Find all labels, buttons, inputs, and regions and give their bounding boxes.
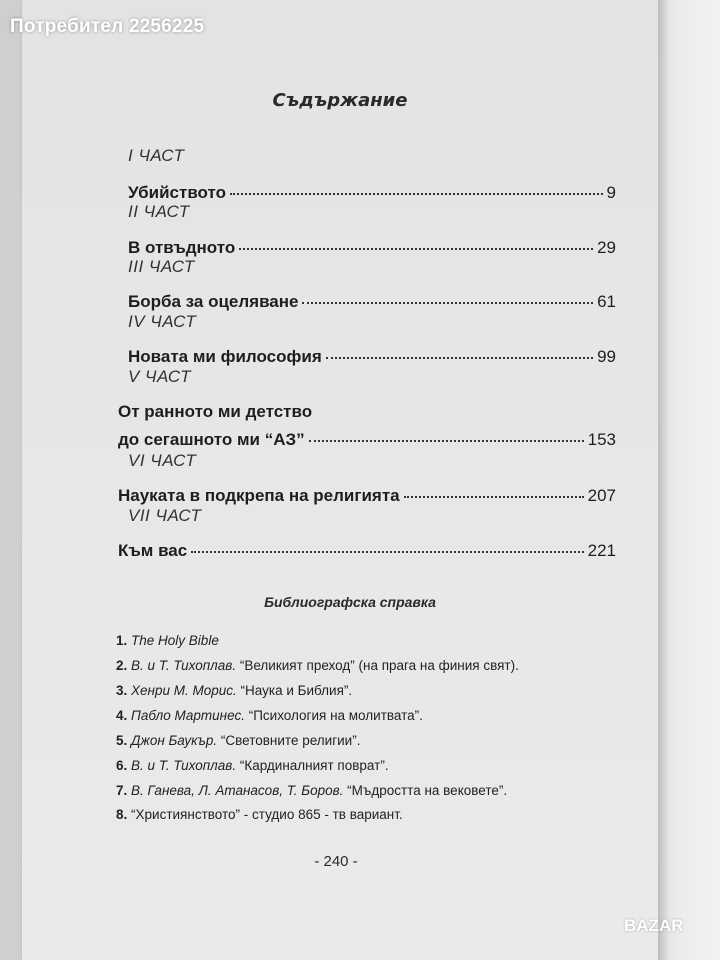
part-label: IV ЧАСТ	[128, 312, 197, 331]
item-author: Пабло Мартинес.	[131, 708, 245, 723]
chapter-page: 207	[587, 486, 616, 505]
item-number: 3.	[116, 683, 128, 698]
chapter-title-line1: От ранното ми детство	[118, 402, 313, 421]
bibliography-item	[116, 683, 352, 698]
leader-dots	[239, 248, 593, 250]
item-title: “Психология на молитвата”.	[244, 708, 423, 723]
leader-dots	[191, 551, 583, 553]
item-title: “Мъдростта на вековете”.	[343, 783, 508, 798]
chapter-page: 29	[597, 238, 616, 257]
item-number: 6.	[116, 758, 128, 773]
chapter-page: 9	[606, 183, 616, 202]
item-number: 7.	[116, 783, 128, 798]
item-author: В. Ганева, Л. Атанасов, Т. Боров.	[131, 783, 344, 798]
item-title: “Кардиналният поврат”.	[236, 758, 389, 773]
bibliography-title: Библиографска справка	[264, 594, 436, 610]
chapter-title: Новата ми философия	[128, 347, 322, 366]
item-author: The Holy Bible	[131, 633, 219, 648]
part-label: VII ЧАСТ	[128, 506, 202, 525]
chapter-title: Борба за оцеляване	[128, 292, 299, 311]
item-title: “Християнството” - студио 865 - тв вариант.	[131, 807, 403, 822]
item-number: 5.	[116, 733, 128, 748]
item-number: 8.	[116, 807, 128, 822]
chapter-page: 61	[597, 292, 616, 311]
chapter-title: Убийството	[128, 183, 227, 202]
chapter-page: 153	[587, 430, 616, 449]
item-title: “Наука и Библия”.	[236, 683, 353, 698]
part-label: III ЧАСТ	[128, 257, 195, 276]
user-label[interactable]: Потребител 2256225	[10, 16, 205, 37]
part-label: V ЧАСТ	[128, 367, 191, 386]
leader-dots	[326, 357, 593, 359]
page-number: - 240 -	[314, 853, 358, 870]
page-edge	[658, 0, 670, 960]
watermark-logo: BAZAR	[624, 916, 684, 935]
toc-entry	[128, 183, 616, 205]
bibliography-item	[116, 733, 360, 748]
item-author: Хенри М. Морис.	[131, 683, 237, 698]
chapter-title: до сегашното ми “АЗ”	[118, 430, 305, 449]
item-number: 1.	[116, 633, 128, 648]
toc-entry	[118, 430, 616, 452]
bibliography-item	[116, 708, 423, 723]
leader-dots	[309, 440, 584, 442]
toc-entry	[128, 238, 616, 260]
part-label: II ЧАСТ	[128, 202, 190, 221]
leader-dots	[302, 302, 593, 304]
item-title: “Световните религии”.	[217, 733, 361, 748]
leader-dots	[230, 193, 603, 195]
chapter-title: В отвъдното	[128, 238, 236, 257]
toc-entry	[128, 292, 616, 314]
chapter-title: Към вас	[118, 541, 188, 560]
chapter-title: Науката в подкрепа на религията	[118, 486, 400, 505]
chapter-page: 99	[597, 347, 616, 366]
item-number: 4.	[116, 708, 128, 723]
item-title: “Великият преход” (на прага на финия свят).	[236, 658, 519, 673]
chapter-page: 221	[587, 541, 616, 560]
toc-entry	[118, 486, 616, 508]
bibliography-item	[116, 658, 519, 673]
toc-entry	[118, 541, 616, 563]
part-label: I ЧАСТ	[128, 146, 185, 165]
bibliography-item	[116, 783, 507, 798]
item-author: В. и Т. Тихоплав.	[131, 758, 237, 773]
bibliography-item	[116, 633, 219, 648]
bibliography-item	[116, 758, 389, 773]
part-label: VI ЧАСТ	[128, 451, 197, 470]
item-author: В. и Т. Тихоплав.	[131, 658, 237, 673]
toc-entry	[128, 347, 616, 369]
bibliography-item	[116, 807, 403, 822]
item-number: 2.	[116, 658, 128, 673]
leader-dots	[404, 496, 584, 498]
item-author: Джон Баукър.	[131, 733, 218, 748]
toc-title: Съдържание	[272, 90, 408, 111]
